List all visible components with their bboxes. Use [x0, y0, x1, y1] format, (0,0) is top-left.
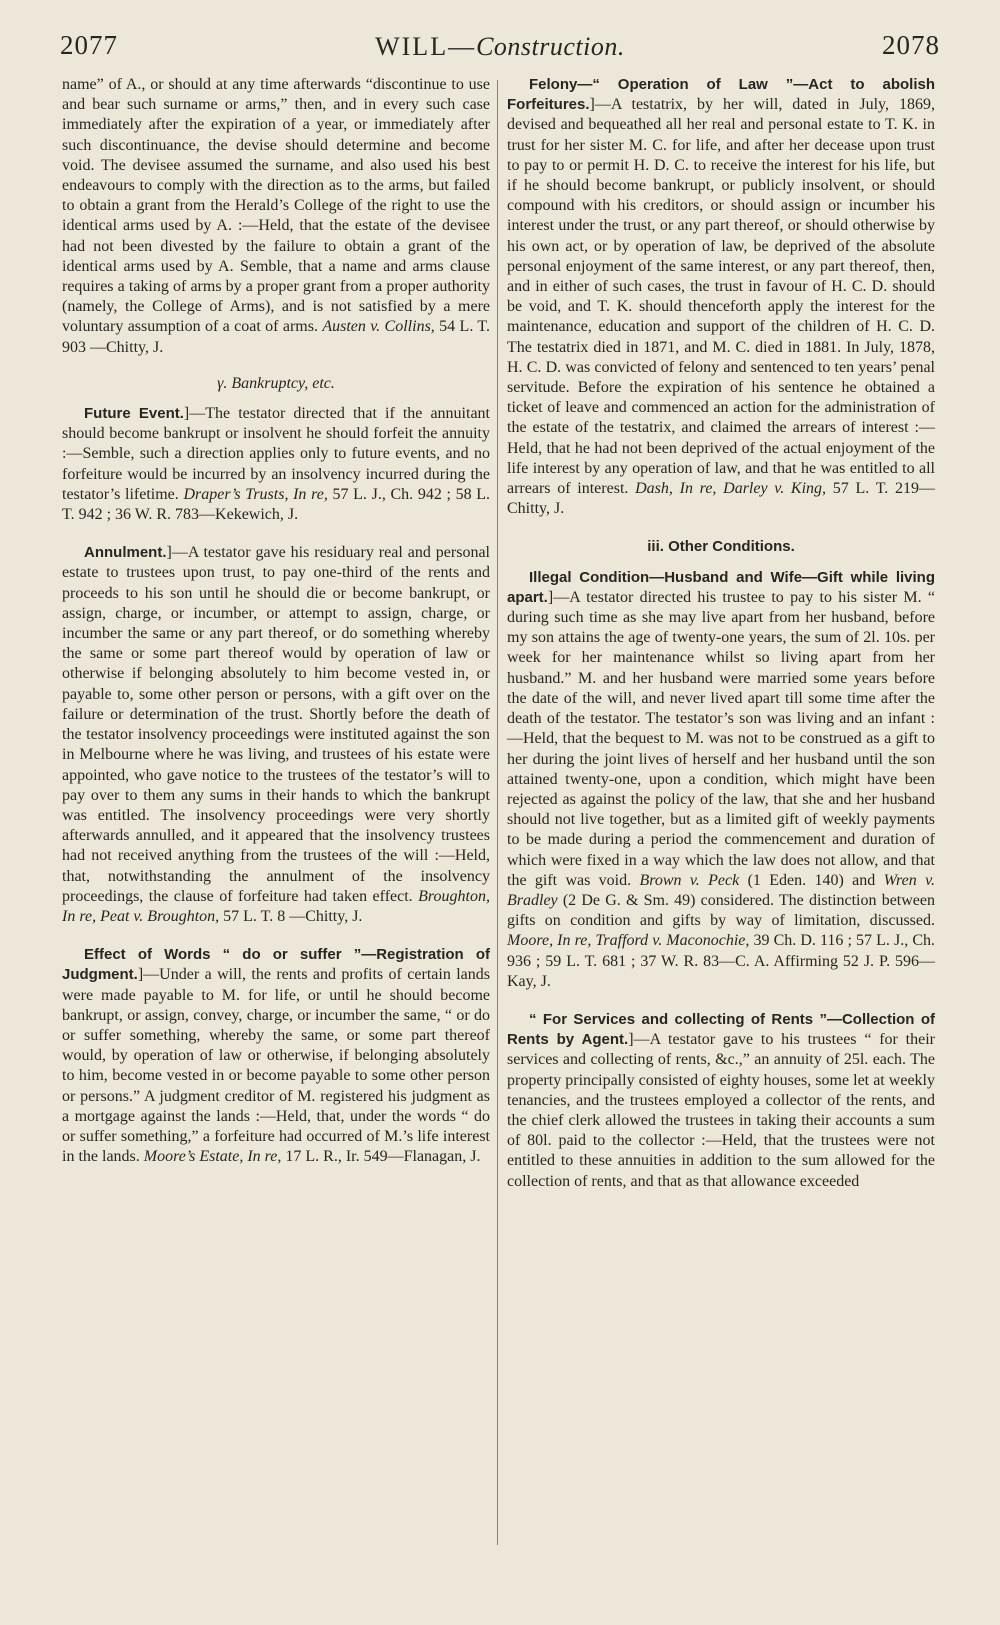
paragraph-services-rents	[507, 1010, 935, 1192]
paragraph-text: ]—Under a will, the rents and profits of certain lands were made payable to M. for life, or until he should become bankrupt, or assign, convey, charge, or incumber the same, “ or do or suffer something, whereby the same, or some part thereof would, by operation of law or otherwise, if belonging absolutely to him, become vested in or become payable to some other person or persons.” A judgment creditor of M. registered his judgment as a mortgage against the lands :—Held, that, under the words “ do or suffer something,” a forfeiture had occurred of M.’s life interest in the lands.	[62, 966, 490, 1166]
citation-tail: 39 Ch. D. 116 ; 57 L. J., Ch. 936 ; 59 L. T. 681 ; 37 W. R. 83—C. A. Affirming 52 J. P. 596—Kay, J.	[507, 932, 935, 990]
case-citation: Moore, In re, Trafford v. Maconochie,	[507, 932, 750, 950]
paragraph-text: ]—A testator gave to his trustees “ for their services and collecting of rents, &c.,” an annuity of 25l. each. The property principally consisted of eighty houses, some let at weekly tenancies, and the trustees employed a collector of the rents, and the chief clerk allowed the trustees in taking their accounts a sum of 80l. paid to the collector :—Held, that the trustees were not entitled to these annuities in addition to the sum allowed for the collection of rents, and that as that allowance exceeded	[507, 1031, 936, 1190]
running-title	[60, 32, 940, 62]
page-number-right: 2078	[882, 30, 940, 60]
case-citation: Dash, In re, Darley v. King,	[635, 480, 827, 498]
citation-tail: 57 L. J., Ch. 942 ; 58 L. T. 942 ; 36 W. R. 783—Kekewich, J.	[62, 485, 491, 524]
entry-heading: Future Event.	[84, 405, 184, 423]
citation-tail: 57 L. T. 219—Chitty, J.	[507, 480, 936, 518]
paragraph-felony	[507, 75, 935, 519]
citation-tail: 17 L. R., Ir. 549—Flanagan, J.	[281, 1148, 481, 1166]
citation-text: (1 Eden. 140) and	[739, 871, 884, 889]
citation-tail: 57 L. T. 8 —Chitty, J.	[219, 907, 363, 925]
page-number-left: 2077	[60, 30, 118, 60]
paragraph-text: ]—A testator directed his trustee to pay to his sister M. “ during such time as she may live apart from her husband, before my son attains the age of twenty-one years, the sum of 2l. 10s. per week for her maintenance whilst so living apart from her husband.” M. and her husband were married some years before the date of the will, and never lived apart till some time after the death of the testator. The testator’s son was living and an infant :—Held, that the bequest to M. was not to be construed as a gift to her during the joint lives of herself and her husband until the son attained twenty-one, upon a condition, which might have been rejected as against the policy of the law, that she and her husband should not live together, but as a limited gift of weekly payments to be made during a period the commencement and duration of which were fixed in a way which the law does not allow, and that the gift was void.	[507, 588, 935, 889]
paragraph-effect-of-words	[62, 945, 490, 1167]
case-citation: Draper’s Trusts, In re,	[183, 485, 328, 503]
entry-heading: Effect of Words “ do or suffer ”—Registration of Judgment.	[62, 946, 490, 984]
case-citation: Moore’s Estate, In re,	[143, 1148, 282, 1166]
running-header	[60, 30, 940, 70]
entry-heading: Felony—“ Operation of Law ”—Act to abolish Forfeitures.	[507, 76, 935, 114]
citation-text: (2 De G. & Sm. 49) considered. The distinction between gifts on condition and gifts by way of limitation, discussed.	[507, 891, 935, 930]
citation-tail: 54 L. T. 903 —Chitty, J.	[62, 318, 490, 356]
paragraph-text: ]—A testatrix, by her will, dated in July, 1869, devised and bequeathed all her real and personal estate to T. K. in trust for her sister M. C. for life, and after her decease upon trust to pay to or permit H. D. C. to receive the interest for his life, but if he should become bankrupt, or publicly insolvent, or should compound with his creditors, or should assign or incumber his interest under the trust, or any part thereof, or should otherwise by his own act, or by operation of law, be deprived of the absolute personal enjoyment of the same interest, or any part thereof, then, and in either of such cases, the trust in favour of H. C. D. should be void, and T. K. should thenceforth apply the interest for the maintenance, education and support of the children of H. C. D. The testatrix died in 1871, and M. C. died in 1881. In July, 1878, H. C. D. was convicted of felony and sentenced to ten years’ penal servitude. Before the expiration of his sentence he obtained a ticket of leave and commenced an action for the administration of the estate of the testatrix, and claimed the arrears of interest :—Held, that he had not been deprived of the actual enjoyment of the life interest by any operation of law, and that he was entitled to all arrears of interest.	[507, 96, 935, 498]
subsection-heading: γ. Bankruptcy, etc.	[217, 374, 335, 392]
paragraph-name-and-arms	[62, 75, 490, 358]
paragraph-annulment	[62, 543, 490, 927]
case-citation: Wren v. Bradley	[507, 871, 936, 909]
entry-heading: Illegal Condition—Husband and Wife—Gift while living apart.	[507, 568, 935, 606]
running-title-main: WILL—	[375, 32, 477, 61]
paragraph-text: ]—The testator directed that if the annuitant should become bankrupt or insolvent he should forfeit the annuity :—Semble, such a direction applies only to future events, and no forfeiture would be incurred by an insolvency incurred during the testator’s lifetime.	[62, 405, 490, 503]
right-column	[507, 75, 935, 1192]
paragraph-text: name” of A., or should at any time afterwards “discontinue to use and bear such surname or arms,” then, and in every such case immediately after the expiration of a year, or immediately after such discontinuance, the devise should determine and become void. The devisee assumed the surname, and also used his best endeavours to comply with the direction as to the arms, but failed to obtain a grant from the Herald’s College of the right to use the identical arms used by A. :—Held, that the estate of the devisee had not been divested by the failure to obtain a grant of the identical arms used by A. Semble, that a name and arms clause requires a taking of arms by a proper grant from a proper authority (namely, the College of Arms), and is not satisfied by a mere voluntary assumption of a coat of arms.	[62, 76, 490, 336]
section-heading: iii. Other Conditions.	[647, 538, 795, 556]
case-citation: Brown v. Peck	[639, 871, 740, 889]
left-column	[62, 75, 490, 1167]
column-divider	[497, 80, 498, 1545]
entry-heading: “ For Services and collecting of Rents ”—Collection of Rents by Agent.	[507, 1010, 935, 1049]
running-title-sub: Construction.	[476, 32, 625, 61]
case-citation: Austen v. Collins,	[322, 318, 435, 336]
paragraph-future-event	[62, 404, 490, 525]
paragraph-illegal-condition	[507, 568, 935, 992]
case-citation: Broughton, In re, Peat v. Broughton,	[62, 887, 490, 925]
entry-heading: Annulment.	[84, 544, 167, 562]
paragraph-text: ]—A testator gave his residuary real and personal estate to trustees upon trust, to pay one-third of the rents and proceeds to his son until he should die or become bankrupt, or assign, charge, or incumber, or attempt to assign, charge, or incumber the same or any part thereof, or do something whereby the same or some part thereof would by operation of law or otherwise if belonging absolutely to him become vested in, or payable to, some other person or persons, with a gift over on the failure or determination of the trust. Shortly before the death of the testator insolvency proceedings were instituted against the son in Melbourne where he was living, and trustees of his estate were appointed, who gave notice to the trustees of the testator’s will to pay over to them any sums in their hands to which the bankrupt was entitled. The insolvency proceedings were very shortly afterwards annulled, and it appeared that the insolvency trustees had not received anything from the trustees of the will :—Held, that, notwithstanding the annulment of the insolvency proceedings, the clause of forfeiture had taken effect.	[62, 544, 490, 905]
